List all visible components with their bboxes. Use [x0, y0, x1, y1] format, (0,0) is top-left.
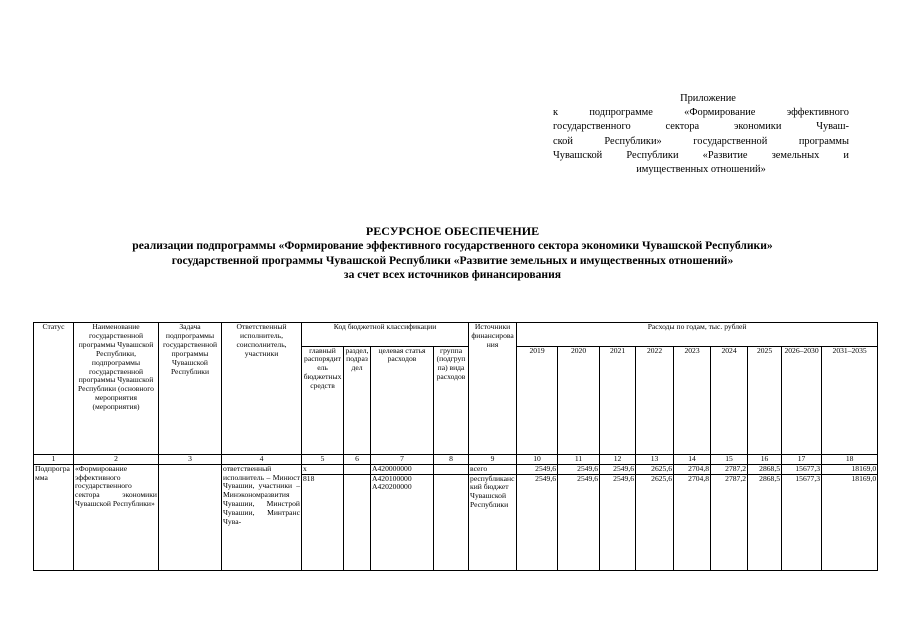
header-gr: группа (подгруппа) вида расходов — [434, 346, 469, 454]
row-gl: 818 — [302, 474, 344, 570]
row-value: 2625,6 — [636, 474, 674, 570]
header-year: 2019 — [517, 346, 558, 454]
appendix-line: Чувашской Республики «Развитие земельных и — [553, 149, 849, 161]
header-year: 2021 — [600, 346, 636, 454]
row-name: «Формирование эффективного государственного сектора экономики Чувашской Республики» — [74, 464, 159, 570]
row-value: 18169,0 — [822, 464, 878, 474]
row-value: 2704,8 — [674, 474, 711, 570]
row-value: 2549,6 — [600, 464, 636, 474]
row-value: 15677,3 — [782, 464, 822, 474]
header-year: 2020 — [558, 346, 600, 454]
document-heading — [30, 224, 875, 283]
row-value: 2868,5 — [748, 464, 782, 474]
column-number: 1 — [34, 455, 74, 465]
row-source: всего — [469, 464, 517, 474]
row-value: 2868,5 — [748, 474, 782, 570]
row-value: 2549,6 — [600, 474, 636, 570]
row-responsible: ответственный исполнитель – Минюст Чувашии, участники – Минэкономразвития Чувашии, Минстрой Чувашии, Минтранс Чува- — [222, 464, 302, 570]
column-number: 7 — [371, 455, 434, 465]
column-number: 13 — [636, 455, 674, 465]
header-status: Статус — [34, 323, 74, 455]
appendix-title: Приложение — [680, 93, 736, 104]
row-source: республиканский бюджет Чувашской Республики — [469, 474, 517, 570]
header-responsible: Ответственный исполнитель, соисполнитель, участники — [222, 323, 302, 455]
column-number: 8 — [434, 455, 469, 465]
header-expenses: Расходы по годам, тыс. рублей — [517, 323, 878, 347]
appendix-block — [553, 92, 849, 177]
header-year: 2025 — [748, 346, 782, 454]
column-number: 5 — [302, 455, 344, 465]
row-value: 15677,3 — [782, 474, 822, 570]
header-rz: раздел, подраздел — [344, 346, 371, 454]
row-gr — [434, 464, 469, 474]
table-row — [34, 464, 878, 474]
heading-line: за счет всех источников финансирования — [343, 268, 562, 282]
row-value: 2549,6 — [517, 474, 558, 570]
header-year: 2022 — [636, 346, 674, 454]
appendix-line: к подпрограмме «Формирование эффективного — [553, 107, 849, 119]
row-rz — [344, 464, 371, 474]
row-status: Подпрограмма — [34, 464, 74, 570]
header-row — [34, 323, 878, 347]
column-number: 6 — [344, 455, 371, 465]
column-number: 3 — [159, 455, 222, 465]
column-number: 14 — [674, 455, 711, 465]
row-cs: A420100000 A420200000 — [371, 474, 434, 570]
column-number: 2 — [74, 455, 159, 465]
row-value: 2549,6 — [558, 474, 600, 570]
header-name: Наименование государственной программы Чувашской Республики, подпрограммы государственной программы Чувашской Республики (основного мероприятия (мероприятия) — [74, 323, 159, 455]
heading-line: государственной программы Чувашской Республики «Развитие земельных и имущественных отношений» — [171, 253, 734, 267]
header-year: 2024 — [711, 346, 748, 454]
header-year: 2026–2030 — [782, 346, 822, 454]
header-source: Источники финансирования — [469, 323, 517, 455]
column-number: 11 — [558, 455, 600, 465]
column-number: 15 — [711, 455, 748, 465]
document-title: РЕСУРСНОЕ ОБЕСПЕЧЕНИЕ — [365, 224, 540, 238]
header-budget-code: Код бюджетной классификации — [302, 323, 469, 347]
appendix-line: государственного сектора экономики Чуваш- — [553, 121, 849, 133]
row-value: 2625,6 — [636, 464, 674, 474]
row-rz — [344, 474, 371, 570]
header-year: 2031–2035 — [822, 346, 878, 454]
column-number: 18 — [822, 455, 878, 465]
header-gl: главный распорядитель бюджетных средств — [302, 346, 344, 454]
row-cs: A420000000 — [371, 464, 434, 474]
column-number-row — [34, 455, 878, 465]
column-number: 4 — [222, 455, 302, 465]
column-number: 17 — [782, 455, 822, 465]
row-value: 2787,2 — [711, 474, 748, 570]
resource-table — [33, 322, 878, 571]
appendix-line: ской Республики» государственной программы — [553, 135, 849, 147]
row-value: 2549,6 — [517, 464, 558, 474]
row-value: 2787,2 — [711, 464, 748, 474]
column-number: 9 — [469, 455, 517, 465]
column-number: 12 — [600, 455, 636, 465]
row-gl: x — [302, 464, 344, 474]
column-number: 16 — [748, 455, 782, 465]
column-number: 10 — [517, 455, 558, 465]
row-value: 18169,0 — [822, 474, 878, 570]
row-task — [159, 464, 222, 570]
appendix-line: имущественных отношений» — [636, 164, 766, 176]
heading-line: реализации подпрограммы «Формирование эффективного государственного сектора экономики Чувашской Республики» — [132, 238, 773, 252]
row-value: 2704,8 — [674, 464, 711, 474]
header-task: Задача подпрограммы государственной программы Чувашской Республики — [159, 323, 222, 455]
header-year: 2023 — [674, 346, 711, 454]
header-cs: целевая статья расходов — [371, 346, 434, 454]
row-gr — [434, 474, 469, 570]
row-value: 2549,6 — [558, 464, 600, 474]
